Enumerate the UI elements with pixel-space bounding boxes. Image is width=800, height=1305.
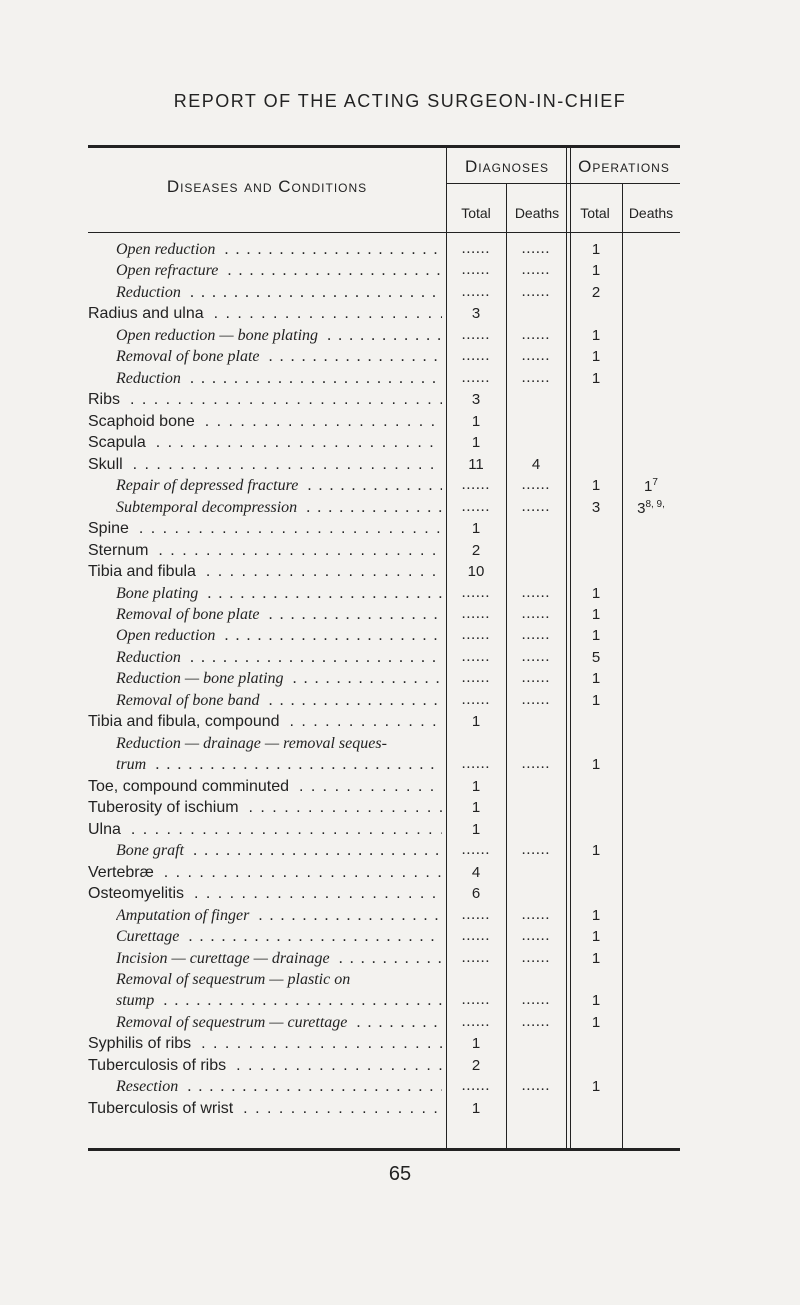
- table-row: [88, 477, 680, 499]
- row-label-text: Tuberculosis of wrist: [88, 1100, 237, 1117]
- diagnoses-total-cell: [446, 434, 506, 451]
- diagnoses-total-value: 4: [471, 863, 481, 881]
- row-label-text: Scaphoid bone: [88, 413, 199, 430]
- row-label: [116, 950, 442, 968]
- row-label: [88, 1057, 442, 1075]
- operations-total-value: 2: [591, 283, 601, 301]
- operations-total-value: 1: [591, 928, 601, 946]
- header-diseases: Diseases and Conditions: [166, 177, 368, 196]
- operations-total-value: 1: [591, 756, 601, 774]
- diagnoses-total-cell: [446, 821, 506, 838]
- operations-total-cell: [570, 348, 622, 365]
- row-label-text: Tibia and fibula, compound: [88, 713, 284, 730]
- diagnoses-total-value: 2: [471, 1056, 481, 1074]
- diagnoses-total-value: 1: [471, 1035, 481, 1053]
- table-row: [88, 327, 680, 349]
- row-label: [116, 370, 442, 388]
- row-label: [116, 585, 442, 603]
- operations-total-value: 1: [591, 842, 601, 860]
- dot-leader: ......: [461, 605, 491, 622]
- table-row: [88, 413, 680, 435]
- row-label-text: Resection: [116, 1078, 182, 1095]
- table-row: [88, 627, 680, 649]
- diagnoses-total-cell: [446, 864, 506, 881]
- operations-total-cell: [570, 928, 622, 945]
- page-number: 65: [388, 1163, 412, 1185]
- diagnoses-total-value: 3: [471, 305, 481, 323]
- table-row: [88, 434, 680, 456]
- dot-leader: ......: [461, 283, 491, 300]
- footnote-ref: 8, 9,: [645, 498, 665, 510]
- dot-leader: ......: [521, 670, 551, 687]
- operations-total-value: 1: [591, 326, 601, 344]
- diagnoses-total-cell: [446, 456, 506, 473]
- diagnoses-total-value: 2: [471, 541, 481, 559]
- table-row: [88, 756, 680, 778]
- operations-total-cell: [570, 499, 622, 516]
- operations-total-cell: [570, 692, 622, 709]
- table-row: [88, 585, 680, 607]
- row-label: [88, 542, 442, 560]
- table-row: [88, 1057, 680, 1079]
- operations-total-value: 1: [591, 691, 601, 709]
- table-row: [88, 821, 680, 843]
- table-row: [88, 971, 680, 993]
- operations-deaths-cell: [622, 499, 680, 517]
- row-label: [116, 842, 442, 860]
- diagnoses-total-value: 11: [468, 455, 484, 473]
- diagnoses-total-cell: [446, 799, 506, 816]
- row-label-text: Curettage: [116, 928, 183, 945]
- table-row: [88, 950, 680, 972]
- row-label-text: Sternum: [88, 542, 152, 559]
- row-label-text: Toe, compound comminuted: [88, 778, 293, 795]
- dot-leader: ......: [461, 842, 491, 859]
- dot-leader: ......: [461, 348, 491, 365]
- table-row: [88, 370, 680, 392]
- table-top-rule: [88, 145, 680, 148]
- operations-total-value: 1: [591, 241, 601, 258]
- operations-total-cell: [570, 241, 622, 258]
- row-label: [116, 971, 442, 989]
- dot-leader: ......: [521, 605, 551, 622]
- row-label: [116, 327, 442, 345]
- operations-total-cell: [570, 950, 622, 967]
- table-row: [88, 606, 680, 628]
- diagnoses-total-cell: [446, 542, 506, 559]
- operations-total-value: 1: [591, 1013, 601, 1031]
- operations-deaths-value: 1: [644, 478, 653, 496]
- table-row: [88, 885, 680, 907]
- dot-leader: ......: [521, 949, 551, 966]
- row-label: [88, 713, 442, 731]
- row-label-text: Radius and ulna: [88, 305, 208, 322]
- row-label-text: Scapula: [88, 434, 150, 451]
- diagnoses-total-cell: [446, 413, 506, 430]
- table-row: [88, 391, 680, 413]
- dot-leader: ......: [461, 992, 491, 1009]
- row-label-text: stump: [116, 992, 158, 1009]
- row-label: [88, 864, 442, 882]
- row-label-text: Reduction — bone plating: [116, 670, 288, 687]
- row-label: [116, 262, 442, 280]
- diagnoses-total-value: 1: [471, 412, 481, 430]
- table-row: [88, 348, 680, 370]
- row-label: [116, 1078, 442, 1096]
- row-label-text: Removal of bone band: [116, 692, 264, 709]
- table-row: [88, 907, 680, 929]
- dot-leader: ......: [461, 477, 491, 494]
- dot-leader: ......: [521, 842, 551, 859]
- operations-total-cell: [570, 606, 622, 623]
- diagnoses-total-value: 10: [467, 563, 485, 581]
- row-label-text: Osteomyelitis: [88, 885, 188, 902]
- dot-leader: ......: [521, 326, 551, 343]
- footnote-ref: 7: [652, 477, 658, 489]
- table-row: [88, 735, 680, 757]
- diagnoses-total-value: 6: [471, 885, 481, 903]
- table-row: [88, 1035, 680, 1057]
- row-label-text: Open reduction: [116, 627, 219, 644]
- row-label-text: Open refracture: [116, 262, 222, 279]
- operations-total-value: 1: [591, 369, 601, 387]
- diagnoses-total-cell: [446, 1035, 506, 1052]
- row-label-text: Removal of sequestrum — plastic on: [116, 971, 354, 988]
- operations-deaths-value: 3: [637, 499, 646, 517]
- diagnoses-total-value: 1: [471, 820, 481, 838]
- dot-leader: ......: [461, 756, 491, 773]
- operations-total-cell: [570, 842, 622, 859]
- operations-total-cell: [570, 370, 622, 387]
- row-label: [116, 477, 442, 495]
- row-label-text: Vertebræ: [88, 864, 158, 881]
- row-label: [88, 456, 442, 474]
- table-row: [88, 1078, 680, 1100]
- table-row: [88, 713, 680, 735]
- row-label: [88, 305, 442, 323]
- diagnoses-total-value: 1: [471, 799, 481, 817]
- row-label-text: Subtemporal decompression: [116, 499, 301, 516]
- table-row: [88, 305, 680, 327]
- diagnoses-total-value: 3: [471, 391, 481, 409]
- diagnoses-deaths-cell: [506, 456, 566, 473]
- operations-total-value: 1: [591, 627, 601, 645]
- row-label-text: Incision — curettage — drainage: [116, 950, 334, 967]
- diagnoses-total-cell: [446, 1057, 506, 1074]
- row-label: [116, 692, 442, 710]
- diagnoses-total-cell: [446, 778, 506, 795]
- table-row: [88, 992, 680, 1014]
- table-bottom-rule: [88, 1148, 680, 1151]
- row-label-text: trum: [116, 756, 150, 773]
- row-label-text: Ribs: [88, 391, 124, 408]
- table-row: [88, 1100, 680, 1122]
- diagnoses-deaths-value: 4: [531, 455, 541, 473]
- diagnoses-total-cell: [446, 713, 506, 730]
- operations-total-cell: [570, 907, 622, 924]
- diagnoses-total-cell: [446, 885, 506, 902]
- operations-total-value: 3: [591, 498, 601, 516]
- row-label-text: Skull: [88, 456, 127, 473]
- dot-leader: ......: [521, 498, 551, 515]
- row-label-text: Tibia and fibula: [88, 563, 200, 580]
- table-row: [88, 241, 680, 263]
- row-label: [88, 520, 442, 538]
- diagnoses-total-value: 1: [471, 1099, 481, 1117]
- dot-leader: ......: [461, 949, 491, 966]
- table-row: [88, 542, 680, 564]
- dot-leader: ......: [461, 262, 491, 279]
- row-label: [116, 284, 442, 302]
- row-label-text: Amputation of finger: [116, 907, 253, 924]
- row-label: [88, 434, 442, 452]
- operations-total-value: 1: [591, 477, 601, 495]
- row-label: [116, 241, 442, 259]
- operations-total-value: 1: [591, 1078, 601, 1096]
- diagnoses-total-value: 1: [471, 777, 481, 795]
- dot-leader: ......: [461, 691, 491, 708]
- dot-leader: ......: [461, 1078, 491, 1095]
- row-label-text: Open reduction — bone plating: [116, 327, 322, 344]
- dot-leader: ......: [521, 691, 551, 708]
- diagnoses-total-cell: [446, 305, 506, 322]
- dot-leader: ......: [461, 369, 491, 386]
- dot-leader: ......: [521, 584, 551, 601]
- row-label: [116, 1014, 442, 1032]
- header-bottom-rule: [88, 232, 680, 233]
- dot-leader: ......: [461, 648, 491, 665]
- operations-total-cell: [570, 992, 622, 1009]
- dot-leader: ......: [521, 283, 551, 300]
- table-row: [88, 456, 680, 478]
- operations-total-cell: [570, 1078, 622, 1095]
- header-op-total: Total: [580, 205, 610, 221]
- operations-total-cell: [570, 756, 622, 773]
- row-label-text: Removal of sequestrum — curettage: [116, 1014, 351, 1031]
- row-label: [88, 778, 442, 796]
- dot-leader: ......: [521, 1013, 551, 1030]
- diagnoses-total-cell: [446, 1100, 506, 1117]
- dot-leader: ......: [521, 648, 551, 665]
- table-row: [88, 520, 680, 542]
- row-label: [88, 1100, 442, 1118]
- operations-total-value: 1: [591, 584, 601, 602]
- row-label: [116, 649, 442, 667]
- row-label: [88, 1035, 442, 1053]
- row-label: [116, 627, 442, 645]
- row-label: [116, 348, 442, 366]
- dot-leader: ......: [461, 928, 491, 945]
- dot-leader: ......: [521, 262, 551, 279]
- operations-total-cell: [570, 284, 622, 301]
- dot-leader: ......: [521, 1078, 551, 1095]
- table-row: [88, 499, 680, 521]
- dot-leader: ......: [461, 1013, 491, 1030]
- row-label-text: Spine: [88, 520, 133, 537]
- diagnoses-total-cell: [446, 391, 506, 408]
- row-label-text: Ulna: [88, 821, 125, 838]
- operations-total-value: 1: [591, 906, 601, 924]
- table-row: [88, 284, 680, 306]
- row-label-text: Tuberosity of ischium: [88, 799, 243, 816]
- table-row: [88, 649, 680, 671]
- table-row: [88, 778, 680, 800]
- dot-leader: ......: [461, 906, 491, 923]
- row-label-text: Reduction: [116, 649, 185, 666]
- table-row: [88, 928, 680, 950]
- dot-leader: ......: [461, 326, 491, 343]
- row-label-text: Bone plating: [116, 585, 202, 602]
- row-label: [116, 735, 442, 753]
- header-diagnoses: Diagnoses: [465, 157, 549, 176]
- row-label-text: Reduction — drainage — removal seques-: [116, 735, 391, 752]
- row-label: [116, 670, 442, 688]
- operations-total-value: 1: [591, 670, 601, 688]
- dot-leader: ......: [521, 627, 551, 644]
- header-diag-total: Total: [461, 205, 491, 221]
- row-label-text: Bone graft: [116, 842, 188, 859]
- row-label: [116, 499, 442, 517]
- row-label: [88, 563, 442, 581]
- operations-total-cell: [570, 649, 622, 666]
- row-label-text: Reduction: [116, 284, 185, 301]
- row-label: [116, 606, 442, 624]
- header-op-deaths: Deaths: [628, 205, 674, 221]
- row-label: [116, 992, 442, 1010]
- row-label: [116, 756, 442, 774]
- row-label: [116, 928, 442, 946]
- dot-leader: ......: [521, 906, 551, 923]
- operations-total-cell: [570, 1014, 622, 1031]
- row-label-text: Removal of bone plate: [116, 348, 264, 365]
- dot-leader: ......: [521, 369, 551, 386]
- operations-total-value: 1: [591, 992, 601, 1010]
- page-title: REPORT OF THE ACTING SURGEON-IN-CHIEF: [173, 91, 627, 111]
- row-label: [88, 885, 442, 903]
- header-operations: Operations: [578, 157, 670, 176]
- row-label-text: Open reduction: [116, 241, 219, 258]
- dot-leader: ......: [521, 241, 551, 257]
- operations-deaths-cell: [622, 477, 680, 495]
- dot-leader: ......: [461, 584, 491, 601]
- dot-leader: ......: [461, 498, 491, 515]
- header-diag-deaths: Deaths: [514, 205, 560, 221]
- row-label: [88, 391, 442, 409]
- operations-total-value: 1: [591, 605, 601, 623]
- operations-total-value: 1: [591, 949, 601, 967]
- diagnoses-total-value: 1: [471, 713, 481, 731]
- dot-leader: ......: [521, 992, 551, 1009]
- dot-leader: ......: [461, 670, 491, 687]
- operations-total-cell: [570, 670, 622, 687]
- diagnoses-total-cell: [446, 563, 506, 580]
- row-label-text: Tuberculosis of ribs: [88, 1057, 230, 1074]
- row-label-text: Reduction: [116, 370, 185, 387]
- operations-total-cell: [570, 627, 622, 644]
- table-row: [88, 842, 680, 864]
- row-label-text: Syphilis of ribs: [88, 1035, 195, 1052]
- diagnoses-total-cell: [446, 520, 506, 537]
- table-row: [88, 670, 680, 692]
- operations-total-cell: [570, 477, 622, 494]
- diagnoses-total-value: 1: [471, 520, 481, 538]
- dot-leader: ......: [521, 928, 551, 945]
- operations-total-value: 1: [591, 262, 601, 280]
- dot-leader: ......: [461, 627, 491, 644]
- row-label: [88, 413, 442, 431]
- table-row: [88, 262, 680, 284]
- dot-leader: ......: [521, 348, 551, 365]
- dot-leader: ......: [461, 241, 491, 257]
- row-label: [116, 907, 442, 925]
- header-subrule: [446, 183, 680, 184]
- diagnoses-total-value: 1: [471, 434, 481, 452]
- table-row: [88, 1014, 680, 1036]
- operations-total-cell: [570, 585, 622, 602]
- row-label-text: Repair of depressed fracture: [116, 477, 302, 494]
- operations-total-value: 1: [591, 348, 601, 366]
- table-row: [88, 799, 680, 821]
- row-label: [88, 799, 442, 817]
- operations-total-cell: [570, 327, 622, 344]
- table-row: [88, 563, 680, 585]
- dot-leader: ......: [521, 477, 551, 494]
- row-label: [88, 821, 442, 839]
- operations-total-cell: [570, 262, 622, 279]
- table-row: [88, 692, 680, 714]
- operations-total-value: 5: [591, 648, 601, 666]
- dot-leader: ......: [521, 756, 551, 773]
- row-label-text: Removal of bone plate: [116, 606, 264, 623]
- table-row: [88, 864, 680, 886]
